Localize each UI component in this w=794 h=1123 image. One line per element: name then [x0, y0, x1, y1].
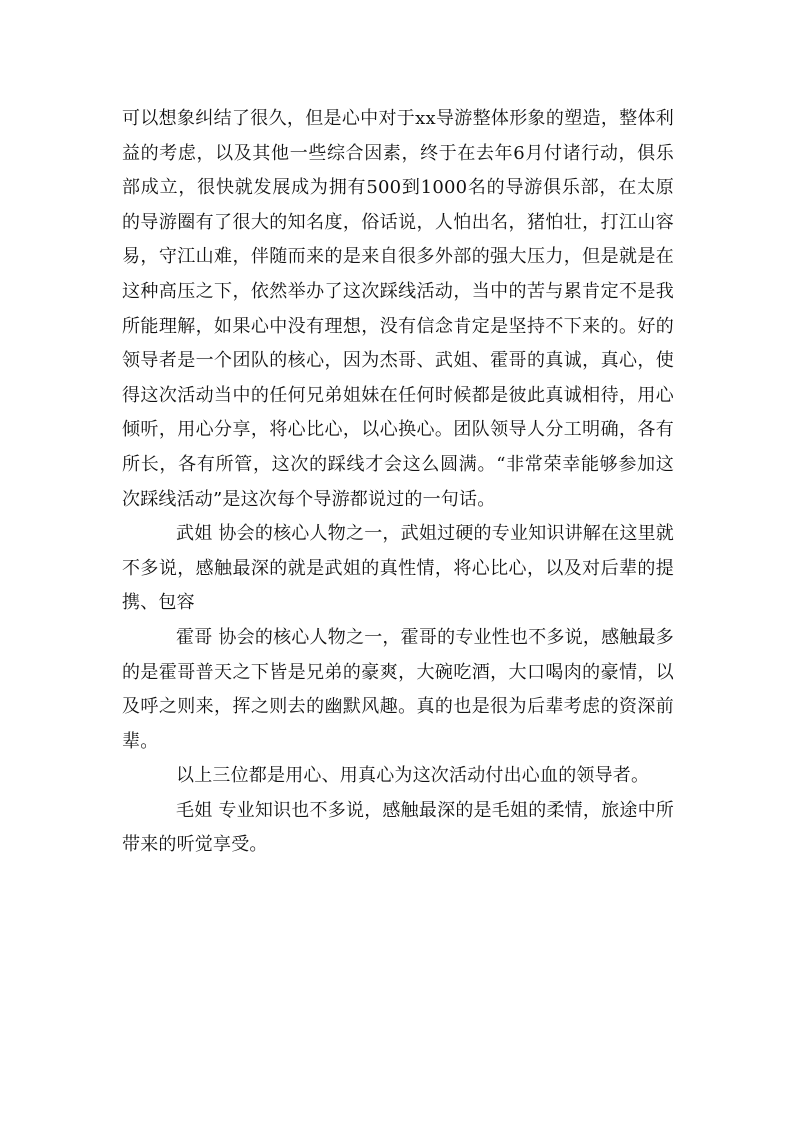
- paragraph-leaders-summary: 以上三位都是用心、用真心为这次活动付出心血的领导者。: [176, 765, 650, 787]
- paragraph-mao-jie: 毛姐 专业知识也不多说，感触最深的是毛姐的柔情，旅途中所带来的听觉享受。: [122, 799, 674, 856]
- paragraph-huo-ge: 霍哥 协会的核心人物之一，霍哥的专业性也不多说，感触最多的是霍哥普天之下皆是兄弟的豪爽，大碗吃酒，大口喝肉的豪情，以及呼之则来，挥之则去的幽默风趣。真的也是很为后辈考虑的资深前辈。: [122, 626, 674, 752]
- paragraph-wu-jie: 武姐 协会的核心人物之一，武姐过硬的专业知识讲解在这里就不多说，感触最深的就是武姐的真性情，将心比心，以及对后辈的提携、包容: [122, 523, 674, 614]
- document-body: [122, 102, 674, 863]
- paragraph-club-founding: 可以想象纠结了很久，但是心中对于xx导游整体形象的塑造，整体利益的考虑，以及其他一些综合因素，终于在去年6月付诸行动，俱乐部成立，很快就发展成为拥有500到1000名的导游俱乐部，在太原的导游圈有了很大的知名度，俗话说，人怕出名，猪怕壮，打江山容易，守江山难，伴随而来的是来自很多外部的强大压力，但是就是在这种高压之下，依然举办了这次踩线活动，当中的苦与累肯定不是我所能理解，如果心中没有理想，没有信念肯定是坚持不下来的。好的领导者是一个团队的核心，因为杰哥、武姐、霍哥的真诚，真心，使得这次活动当中的任何兄弟姐妹在任何时候都是彼此真诚相待，用心倾听，用心分享，将心比心，以心换心。团队领导人分工明确，各有所长，各有所管，这次的踩线才会这么圆满。“非常荣幸能够参加这次踩线活动”是这次每个导游都说过的一句话。: [122, 108, 674, 510]
